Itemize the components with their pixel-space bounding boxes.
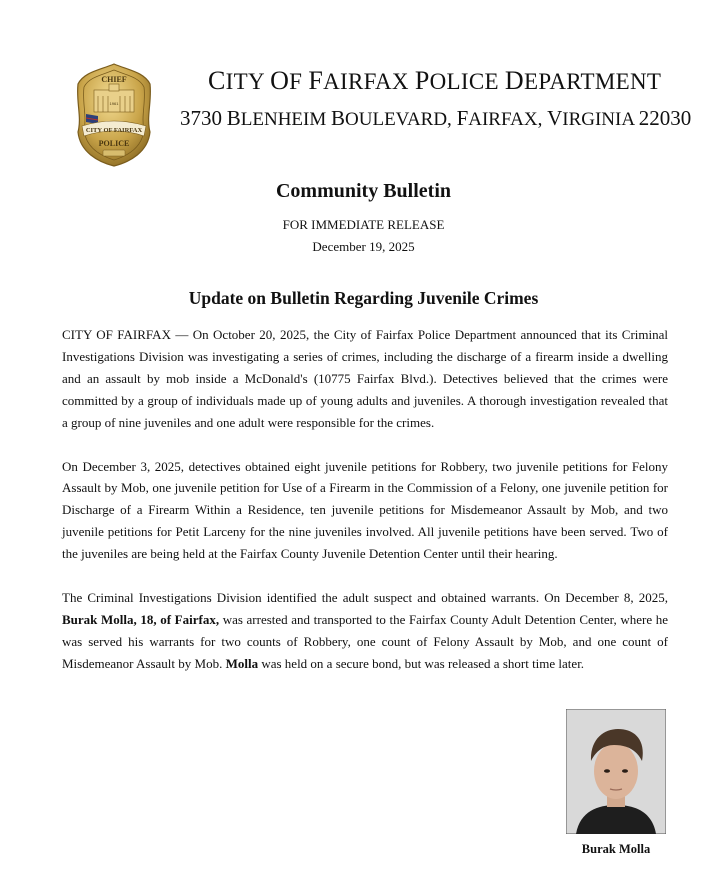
bulletin-headline: Update on Bulletin Regarding Juvenile Crimes (188, 288, 539, 308)
suspect-surname-bold: Molla (225, 655, 259, 671)
svg-text:CITY OF FAIRFAX: CITY OF FAIRFAX (85, 127, 143, 134)
department-address: 3730 BLENHEIM BOULEVARD, FAIRFAX, VIRGINIA 22030 (180, 106, 692, 130)
suspect-photo (566, 709, 666, 834)
bulletin-body (62, 324, 668, 697)
release-label: FOR IMMEDIATE RELEASE (282, 217, 445, 232)
bulletin-title: Community Bulletin (275, 180, 452, 202)
department-name: CITY OF FAIRFAX POLICE DEPARTMENT (208, 66, 662, 95)
release-date: December 19, 2025 (312, 239, 415, 254)
photo-caption: Burak Molla (581, 842, 651, 856)
paragraph-3: The Criminal Investigations Division identified the adult suspect and obtained warrants. On December 8, 2025, Burak Molla, 18, of Fairfax, was arrested and transported to the Fairfax County Adult Detention Center, where he was served his warrants for two counts of Robbery, one count of Felony Assault by Mob, and one count of Misdemeanor Assault by Mob. Molla was held on a secure bond, but was released a short time later. (62, 590, 668, 671)
paragraph-2: On December 3, 2025, detectives obtained eight juvenile petitions for Robbery, two juvenile petitions for Felony Assault by Mob, one juvenile petition for Use of a Firearm in the Commission of a Felony, one juvenile petition for Discharge of a Firearm Within a Residence, ten juvenile petitions for Misdemeanor Assault by Mob, and two juvenile petitions for Petit Larceny for the nine juveniles involved. All juvenile petitions have been served. Two of the juveniles are being held at the Fairfax County Juvenile Detention Center until their hearing. (62, 458, 668, 562)
suspect-name-bold: Burak Molla, 18, of Fairfax, (62, 611, 220, 627)
svg-text:CHIEF: CHIEF (101, 75, 127, 84)
svg-text:1961: 1961 (109, 101, 119, 106)
police-badge-logo (76, 62, 152, 168)
svg-text:POLICE: POLICE (98, 139, 130, 148)
paragraph-1: CITY OF FAIRFAX — On October 20, 2025, the City of Fairfax Police Department announced that its Criminal Investigations Division was investigating a series of crimes, including the discharge of a firearm inside a dwelling and an assault by mob inside a McDonald's (10775 Fairfax Blvd.). Detectives believed that the crimes were committed by a group of individuals made up of young adults and juveniles. A thorough investigation revealed that a group of nine juveniles and one adult were responsible for the crimes. (62, 327, 668, 430)
